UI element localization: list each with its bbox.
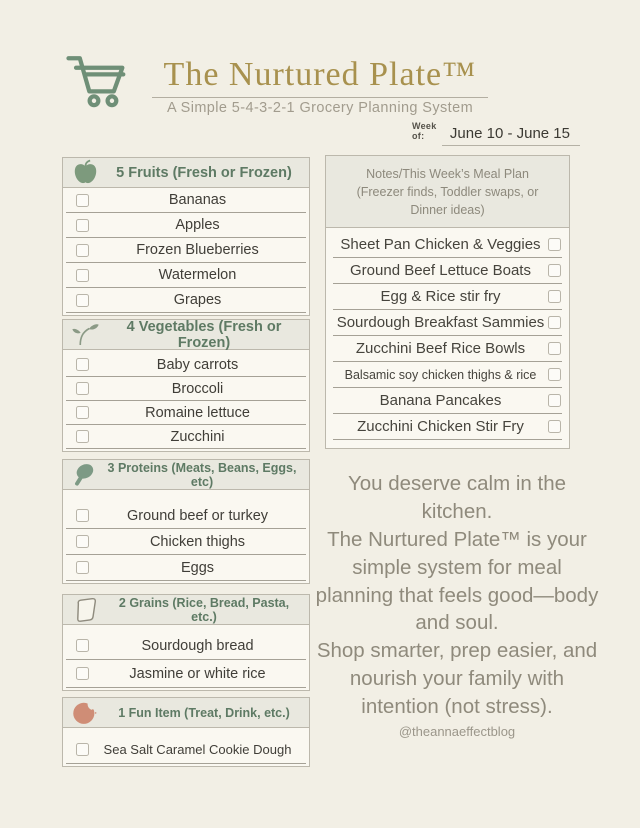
- item-label: Sea Salt Caramel Cookie Dough: [103, 741, 292, 757]
- item-label: Apples: [175, 217, 220, 233]
- page-subtitle: A Simple 5-4-3-2-1 Grocery Planning System: [166, 100, 474, 116]
- meal-row: [333, 414, 562, 440]
- grocery-item-row: [66, 353, 306, 377]
- meal-row: [333, 362, 562, 388]
- section-fruits-header: [63, 158, 309, 188]
- checkbox[interactable]: [548, 238, 561, 251]
- grocery-item-row: [66, 188, 306, 213]
- checkbox[interactable]: [76, 219, 89, 232]
- item-label: Ground Beef Lettuce Boats: [350, 262, 531, 280]
- grocery-item-row: [66, 529, 306, 555]
- checkbox[interactable]: [548, 420, 561, 433]
- checkbox[interactable]: [76, 430, 89, 443]
- grocery-item-row: [66, 503, 306, 529]
- item-label: Ground beef or turkey: [126, 507, 269, 524]
- checkbox[interactable]: [548, 264, 561, 277]
- item-label: Sourdough Breakfast Sammies: [336, 314, 545, 332]
- week-of-field: [412, 121, 580, 146]
- section-vegetables: [62, 319, 310, 452]
- item-label: Baby carrots: [156, 356, 239, 373]
- grocery-item-row: [66, 425, 306, 449]
- meal-plan-header-line: Notes/This Week’s Meal Plan: [366, 167, 529, 181]
- checkbox[interactable]: [76, 639, 89, 652]
- section-grains: [62, 594, 310, 691]
- item-label: Sheet Pan Chicken & Veggies: [340, 236, 541, 254]
- week-of-label: Week of:: [412, 121, 437, 141]
- checkbox[interactable]: [548, 368, 561, 381]
- item-label: Jasmine or white rice: [129, 665, 266, 682]
- header: [125, 56, 515, 116]
- checkbox[interactable]: [548, 290, 561, 303]
- apple-icon: [72, 159, 99, 186]
- grocery-item-row: [66, 263, 306, 288]
- item-label: Grapes: [173, 292, 222, 308]
- quote-line: You deserve calm in the kitchen.: [347, 472, 567, 523]
- meal-row: [333, 258, 562, 284]
- quote-block: [312, 470, 602, 739]
- meal-row: [333, 388, 562, 414]
- section-title: 4 Vegetables (Fresh or Frozen): [126, 318, 282, 351]
- title-divider: [152, 97, 487, 98]
- item-label: Bananas: [168, 192, 227, 208]
- item-label: Zucchini Beef Rice Bowls: [355, 340, 526, 358]
- grocery-item-row: [66, 632, 306, 660]
- cookie-icon: [72, 699, 99, 726]
- section-fun-item-header: [63, 698, 309, 728]
- grocery-item-row: [66, 735, 306, 764]
- meal-row: [333, 284, 562, 310]
- page-title: The Nurtured Plate™: [163, 56, 477, 93]
- section-title: 1 Fun Item (Treat, Drink, etc.): [118, 705, 290, 720]
- section-title: 2 Grains (Rice, Bread, Pasta, etc.): [118, 595, 290, 624]
- section-title: 5 Fruits (Fresh or Frozen): [116, 164, 292, 181]
- drumstick-icon: [72, 462, 95, 488]
- grocery-item-row: [66, 660, 306, 688]
- meal-plan-header: [326, 156, 569, 228]
- grocery-item-row: [66, 377, 306, 401]
- item-label: Egg & Rice stir fry: [380, 288, 501, 306]
- section-proteins: [62, 459, 310, 584]
- section-fruits: [62, 157, 310, 316]
- item-label: Frozen Blueberries: [136, 242, 259, 258]
- checkbox[interactable]: [548, 342, 561, 355]
- item-label: Eggs: [180, 559, 215, 576]
- meal-plan-header-line: (Freezer finds, Toddler swaps, or: [356, 185, 539, 200]
- section-vegetables-header: [63, 320, 309, 350]
- item-label: Zucchini Chicken Stir Fry: [357, 418, 524, 436]
- week-of-value[interactable]: June 10 - June 15: [442, 125, 580, 146]
- checkbox[interactable]: [76, 358, 89, 371]
- meal-plan-header-line: Dinner ideas): [410, 203, 485, 218]
- meal-row: [333, 232, 562, 258]
- section-title: 3 Proteins (Meats, Beans, Eggs, etc): [107, 460, 297, 489]
- item-label: Romaine lettuce: [145, 404, 250, 421]
- grocery-item-row: [66, 288, 306, 313]
- checkbox[interactable]: [76, 194, 89, 207]
- item-label: Chicken thighs: [149, 533, 246, 550]
- meal-row: [333, 336, 562, 362]
- grocery-item-row: [66, 213, 306, 238]
- cart-icon: [60, 46, 128, 114]
- checkbox[interactable]: [548, 394, 561, 407]
- grocery-item-row: [66, 555, 306, 581]
- item-label: Broccoli: [171, 380, 224, 397]
- social-handle: @theannaeffectblog: [398, 723, 516, 739]
- checkbox[interactable]: [76, 535, 89, 548]
- section-grains-header: [63, 595, 309, 625]
- section-proteins-header: [63, 460, 309, 490]
- bread-icon: [72, 596, 99, 623]
- quote-line: Shop smarter, prep easier, and nourish your family with intention (not stress).: [316, 639, 598, 718]
- checkbox[interactable]: [76, 509, 89, 522]
- checkbox[interactable]: [76, 294, 89, 307]
- sprout-icon: [72, 323, 99, 346]
- checkbox[interactable]: [548, 316, 561, 329]
- quote-line: The Nurtured Plate™ is your simple system for meal planning that feels good—body and soul.: [315, 527, 599, 635]
- checkbox[interactable]: [76, 382, 89, 395]
- checkbox[interactable]: [76, 269, 89, 282]
- grocery-item-row: [66, 401, 306, 425]
- checkbox[interactable]: [76, 244, 89, 257]
- section-fun-item: [62, 697, 310, 767]
- item-label: Banana Pancakes: [379, 392, 502, 410]
- grocery-item-row: [66, 238, 306, 263]
- checkbox[interactable]: [76, 561, 89, 574]
- item-label: Sourdough bread: [141, 637, 254, 654]
- item-label: Zucchini: [170, 428, 225, 445]
- item-label: Balsamic soy chicken thighs & rice: [344, 367, 537, 382]
- checkbox[interactable]: [76, 406, 89, 419]
- checkbox[interactable]: [76, 667, 89, 680]
- meal-row: [333, 310, 562, 336]
- item-label: Watermelon: [158, 267, 237, 283]
- checkbox[interactable]: [76, 743, 89, 756]
- meal-plan-box: [325, 155, 570, 449]
